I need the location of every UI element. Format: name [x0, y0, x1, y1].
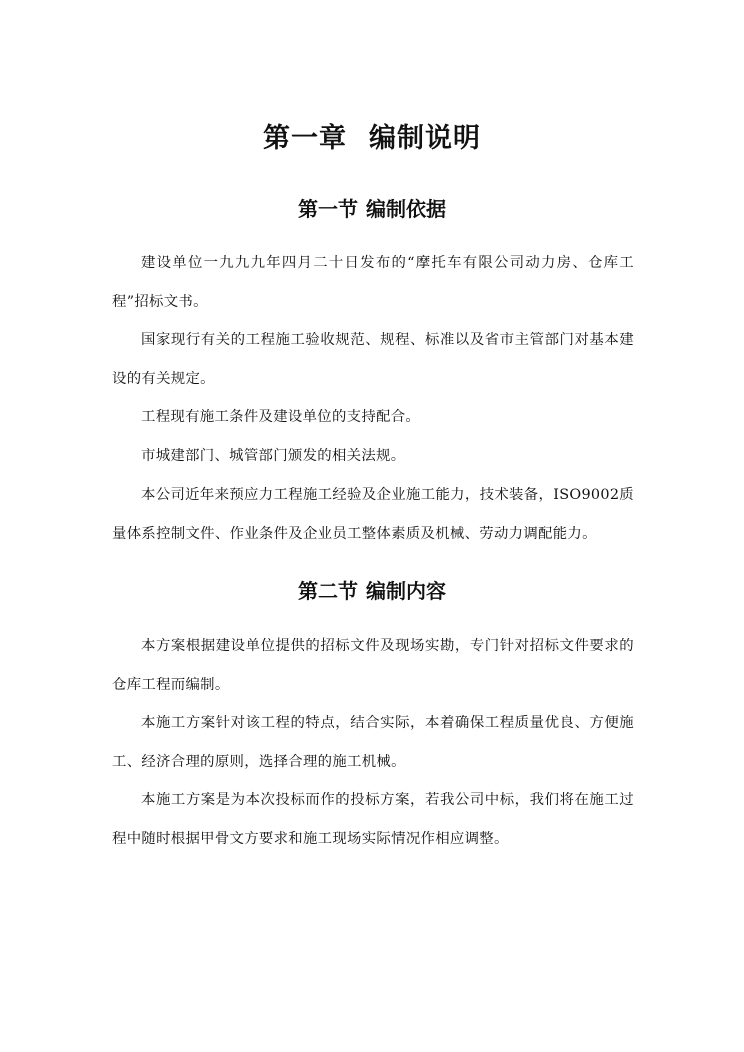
section-2-paragraph-1: 本方案根据建设单位提供的招标文件及现场实勘，专门针对招标文件要求的仓库工程而编制。 — [112, 638, 634, 693]
section-2-title — [0, 577, 744, 605]
section-1-paragraph-4: 市城建部门、城管部门颁发的相关法规。 — [141, 448, 406, 464]
section-2-number: 第二节 — [298, 579, 358, 603]
section-1-heading: 编制依据 — [366, 197, 446, 221]
section-1-paragraph-2: 国家现行有关的工程施工验收规范、规程、标准以及省市主管部门对基本建设的有关规定。 — [112, 332, 634, 387]
section-1-title — [0, 195, 744, 223]
section-1-paragraph-3: 工程现有施工条件及建设单位的支持配合。 — [141, 409, 421, 425]
section-2-paragraph-3: 本施工方案是为本次投标而作的投标方案，若我公司中标，我们将在施工过程中随时根据甲骨文方要求和施工现场实际情况作相应调整。 — [112, 792, 634, 847]
section-2-heading: 编制内容 — [366, 579, 446, 603]
chapter-number: 第一章 — [263, 123, 347, 154]
chapter-heading: 编制说明 — [369, 123, 481, 154]
section-1-paragraph-1: 建设单位一九九九年四月二十日发布的“摩托车有限公司动力房、仓库工程”招标文书。 — [112, 255, 634, 310]
chapter-title — [0, 121, 744, 157]
section-1-paragraph-5: 本公司近年来预应力工程施工经验及企业施工能力，技术装备，ISO9002质量体系控制文件、作业条件及企业员工整体素质及机械、劳动力调配能力。 — [112, 487, 634, 542]
section-1-number: 第一节 — [298, 197, 358, 221]
section-2-paragraph-2: 本施工方案针对该工程的特点，结合实际，本着确保工程质量优良、方便施工、经济合理的原则，选择合理的施工机械。 — [112, 715, 634, 770]
